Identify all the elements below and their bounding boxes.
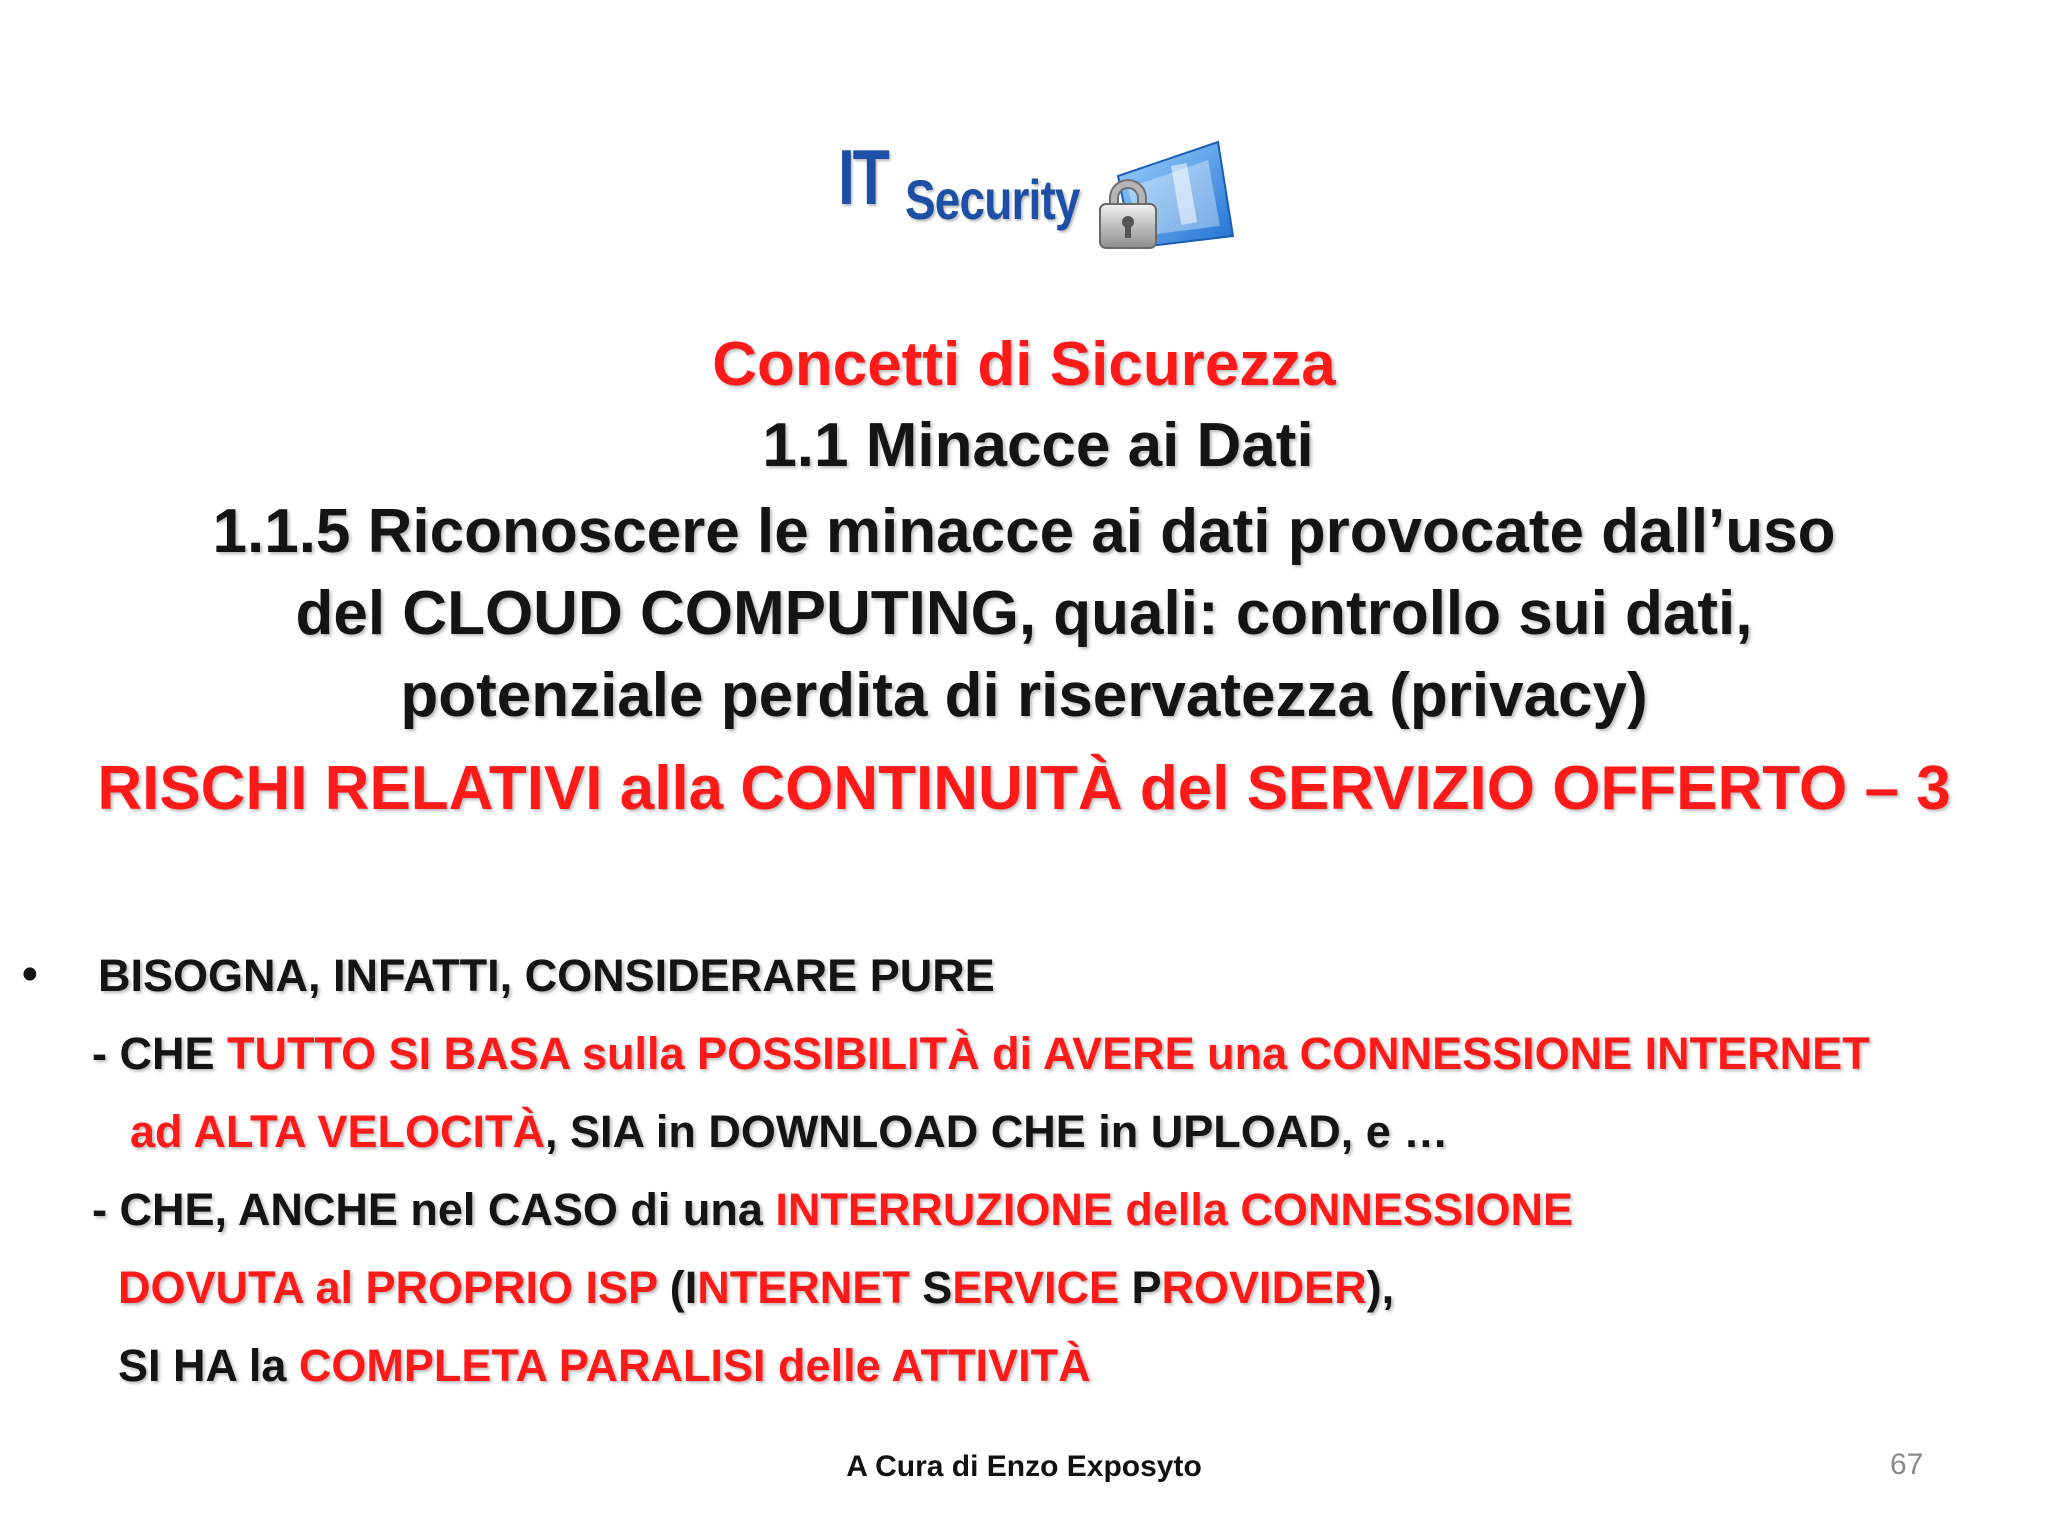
body-line-5-ervice: ERVICE — [952, 1262, 1132, 1313]
section-heading: 1.1 Minacce ai Dati — [762, 411, 1314, 480]
subsection-heading — [0, 491, 2048, 737]
body-line-5-nternet: NTERNET — [697, 1262, 923, 1313]
body-line-5-close: ), — [1366, 1262, 1395, 1313]
subsection-line-3: potenziale perdita di riservatezza (privacy) — [400, 661, 1648, 730]
bullet-icon: • — [22, 948, 38, 999]
body-line-1-text: BISOGNA, INFATTI, CONSIDERARE PURE — [98, 950, 995, 1001]
it-security-logo — [838, 133, 1238, 254]
body-line-5 — [118, 1260, 1394, 1316]
logo-security-text: Security — [905, 168, 1080, 231]
body-line-2-prefix: - CHE — [92, 1028, 227, 1079]
body-line-4-prefix: - CHE, ANCHE nel CASO di una — [92, 1184, 776, 1235]
topic-heading: RISCHI RELATIVI alla CONTINUITÀ del SERVIZIO OFFERTO – 3 — [97, 754, 1951, 823]
body-line-4 — [92, 1182, 1573, 1238]
body-line-1 — [98, 948, 995, 1004]
page-number: 67 — [1890, 1448, 1924, 1481]
body-line-6-prefix: SI HA la — [118, 1340, 299, 1391]
subsection-line-2: del CLOUD COMPUTING, quali: controllo sui dati, — [295, 579, 1753, 648]
logo-it-text: IT — [838, 133, 888, 221]
folder-lock-icon — [1088, 136, 1238, 254]
body-line-2-highlight: TUTTO SI BASA sulla POSSIBILITÀ di AVERE una CONNESSIONE INTERNET — [227, 1028, 1870, 1079]
body-line-5-highlight: DOVUTA al PROPRIO ISP — [118, 1262, 658, 1313]
body-line-4-highlight: INTERRUZIONE della CONNESSIONE — [775, 1184, 1573, 1235]
body-line-3 — [130, 1104, 1448, 1160]
body-line-3-highlight: ad ALTA VELOCITÀ — [130, 1106, 545, 1157]
body-line-5-s: S — [922, 1262, 953, 1313]
body-line-6-highlight: COMPLETA PARALISI delle ATTIVITÀ — [298, 1340, 1091, 1391]
slide-title: Concetti di Sicurezza — [712, 330, 1336, 399]
body-line-5-rovider: ROVIDER — [1161, 1262, 1367, 1313]
body-line-5-p: P — [1131, 1262, 1162, 1313]
body-line-5-paren-i: (I — [657, 1262, 698, 1313]
body-line-6 — [118, 1338, 1091, 1394]
subsection-line-1: 1.1.5 Riconoscere le minacce ai dati provocate dall’uso — [212, 497, 1836, 566]
body-line-3-rest: , SIA in DOWNLOAD CHE in UPLOAD, e … — [544, 1106, 1449, 1157]
footer-author: A Cura di Enzo Exposyto — [846, 1450, 1202, 1483]
body-line-2 — [92, 1026, 1870, 1082]
